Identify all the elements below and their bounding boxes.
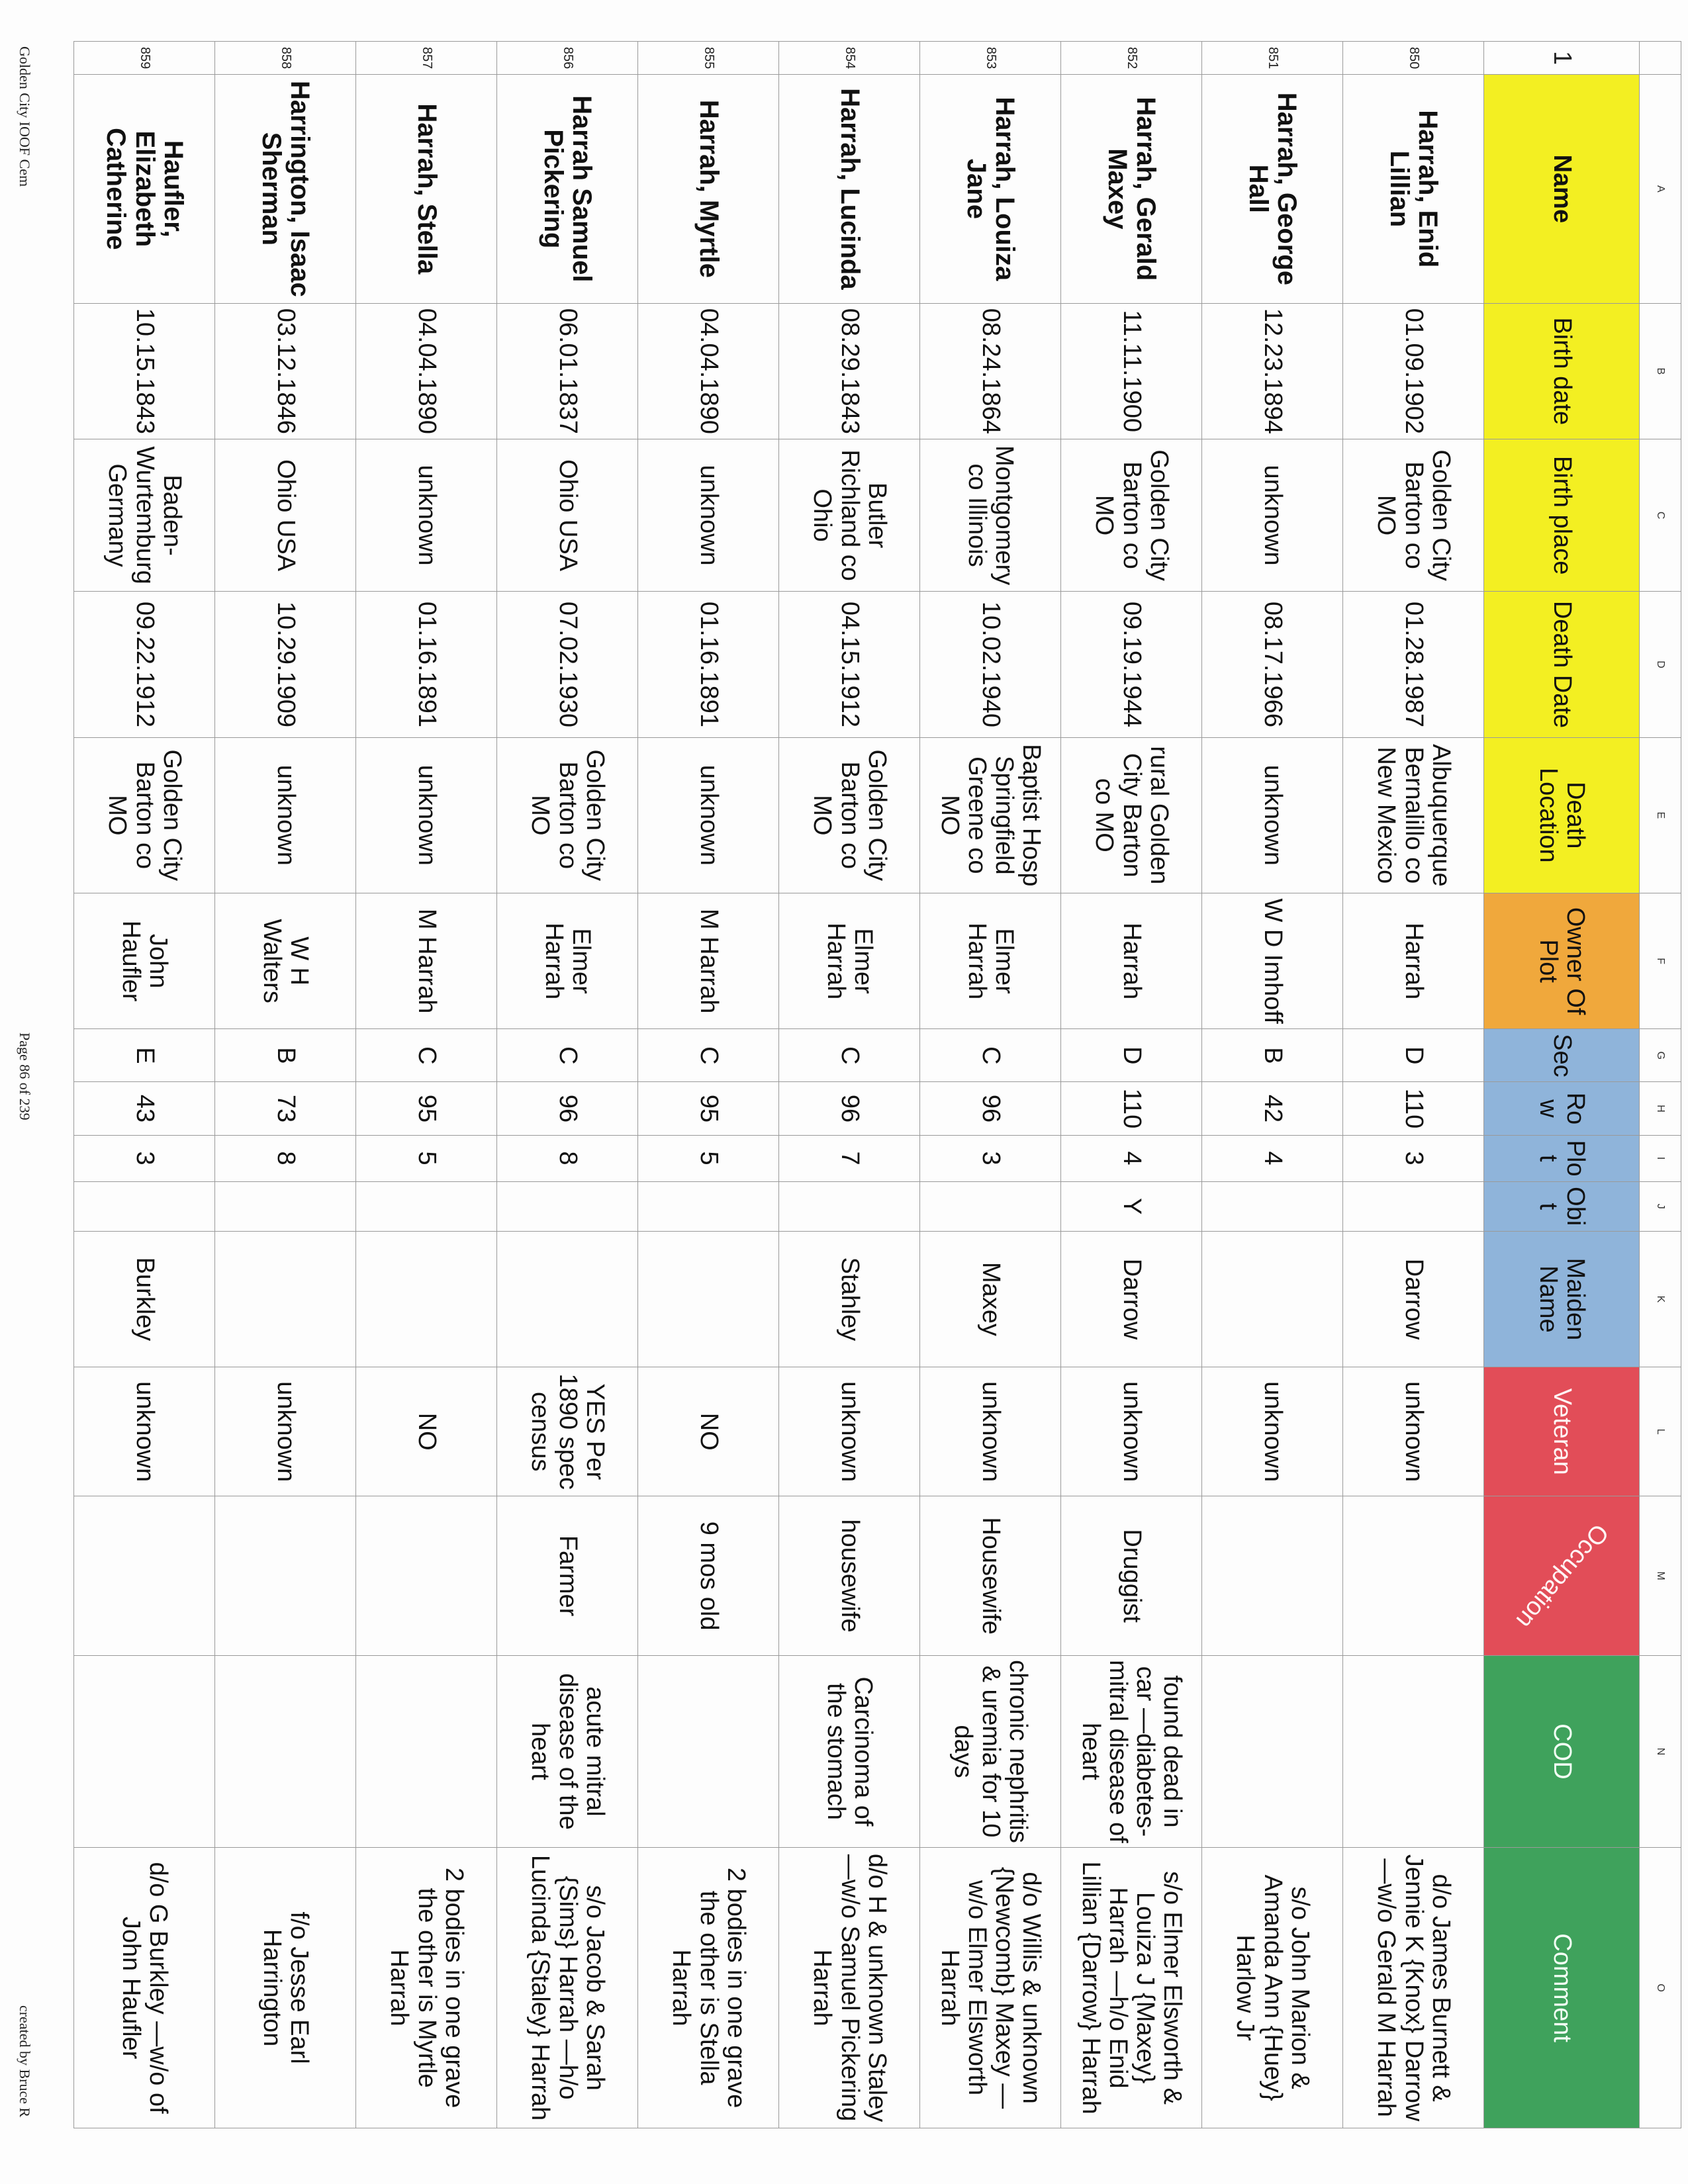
header-plot: Plot bbox=[1484, 1135, 1640, 1181]
birth-date-cell: 10.15.1843 bbox=[74, 303, 215, 439]
name-cell: Harrington, Isaac Sherman bbox=[215, 75, 356, 304]
owner-of-plot-cell: W D Imhoff bbox=[1202, 893, 1343, 1029]
maiden-name-cell: Darrow bbox=[1343, 1231, 1484, 1367]
cod-cell bbox=[74, 1655, 215, 1847]
maiden-name-cell: Maxey bbox=[920, 1231, 1061, 1367]
column-letter: J bbox=[1640, 1181, 1681, 1231]
name-cell: Harrah, Stella bbox=[356, 75, 497, 304]
plot-cell: 3 bbox=[920, 1135, 1061, 1181]
plot-cell: 8 bbox=[215, 1135, 356, 1181]
cod-cell bbox=[1202, 1655, 1343, 1847]
row-number: 1 bbox=[1484, 42, 1640, 75]
name-cell: Harrah, Lucinda bbox=[779, 75, 920, 304]
column-letter: H bbox=[1640, 1082, 1681, 1135]
comment-cell: d/o G Burkley —w/o of John Haufler bbox=[74, 1848, 215, 2128]
cod-cell bbox=[638, 1655, 779, 1847]
table-row bbox=[1343, 42, 1484, 2128]
header-cod: COD bbox=[1484, 1655, 1640, 1847]
comment-cell: s/o Jacob & Sarah {Sims} Harrah —h/o Lucinda {Staley} Harrah bbox=[497, 1848, 638, 2128]
row-number: 853 bbox=[920, 42, 1061, 75]
maiden-name-cell bbox=[356, 1231, 497, 1367]
veteran-cell: NO bbox=[638, 1367, 779, 1496]
name-cell: Harrah, Louiza Jane bbox=[920, 75, 1061, 304]
name-cell: Harrah, Enid Lillian bbox=[1343, 75, 1484, 304]
header-name: Name bbox=[1484, 75, 1640, 304]
obit-cell bbox=[1202, 1181, 1343, 1231]
birth-date-cell: 11.11.1900 bbox=[1061, 303, 1202, 439]
sec-cell: D bbox=[1343, 1029, 1484, 1082]
plot-cell: 5 bbox=[356, 1135, 497, 1181]
cemetery-records-table bbox=[73, 41, 1681, 2128]
table-row bbox=[215, 42, 356, 2128]
header-veteran: Veteran bbox=[1484, 1367, 1640, 1496]
death-date-cell: 09.19.1944 bbox=[1061, 592, 1202, 737]
sec-cell: B bbox=[215, 1029, 356, 1082]
birth-place-cell: Ohio USA bbox=[215, 439, 356, 591]
veteran-cell: NO bbox=[356, 1367, 497, 1496]
cod-cell: found dead in car —diabetes-mitral disease of heart bbox=[1061, 1655, 1202, 1847]
birth-date-cell: 01.09.1902 bbox=[1343, 303, 1484, 439]
column-letter-row bbox=[1640, 42, 1681, 2128]
corner-cell bbox=[1640, 42, 1681, 75]
maiden-name-cell: Darrow bbox=[1061, 1231, 1202, 1367]
plot-cell: 3 bbox=[74, 1135, 215, 1181]
column-letter: F bbox=[1640, 893, 1681, 1029]
birth-place-cell: unknown bbox=[638, 439, 779, 591]
obit-cell bbox=[74, 1181, 215, 1231]
header-sec: Sec bbox=[1484, 1029, 1640, 1082]
birth-place-cell: Golden City Barton co MO bbox=[1061, 439, 1202, 591]
veteran-cell: unknown bbox=[1202, 1367, 1343, 1496]
birth-date-cell: 08.24.1864 bbox=[920, 303, 1061, 439]
plot-cell: 8 bbox=[497, 1135, 638, 1181]
header-birth-date: Birth date bbox=[1484, 303, 1640, 439]
obit-cell bbox=[215, 1181, 356, 1231]
header-comment: Comment bbox=[1484, 1848, 1640, 2128]
maiden-name-cell: Burkley bbox=[74, 1231, 215, 1367]
row-number: 856 bbox=[497, 42, 638, 75]
occupation-cell bbox=[215, 1496, 356, 1655]
owner-of-plot-cell: Elmer Harrah bbox=[497, 893, 638, 1029]
row-cell: 43 bbox=[74, 1082, 215, 1135]
plot-cell: 4 bbox=[1202, 1135, 1343, 1181]
name-cell: Harrah, Gerald Maxey bbox=[1061, 75, 1202, 304]
birth-date-cell: 08.29.1843 bbox=[779, 303, 920, 439]
death-date-cell: 09.22.1912 bbox=[74, 592, 215, 737]
row-cell: 96 bbox=[779, 1082, 920, 1135]
row-number: 855 bbox=[638, 42, 779, 75]
owner-of-plot-cell: M Harrah bbox=[356, 893, 497, 1029]
cod-cell: Carcinoma of the stomach bbox=[779, 1655, 920, 1847]
birth-date-cell: 12.23.1894 bbox=[1202, 303, 1343, 439]
owner-of-plot-cell: John Haufler bbox=[74, 893, 215, 1029]
obit-cell bbox=[920, 1181, 1061, 1231]
header-death-date: Death Date bbox=[1484, 592, 1640, 737]
header-birth-place: Birth place bbox=[1484, 439, 1640, 591]
cod-cell bbox=[356, 1655, 497, 1847]
header-owner-of-plot: Owner Of Plot bbox=[1484, 893, 1640, 1029]
sec-cell: E bbox=[74, 1029, 215, 1082]
table-row bbox=[356, 42, 497, 2128]
column-letter: M bbox=[1640, 1496, 1681, 1655]
sec-cell: C bbox=[920, 1029, 1061, 1082]
comment-cell: 2 bodies in one grave the other is Stella Harrah bbox=[638, 1848, 779, 2128]
occupation-cell: 9 mos old bbox=[638, 1496, 779, 1655]
column-letter: E bbox=[1640, 737, 1681, 893]
row-cell: 96 bbox=[920, 1082, 1061, 1135]
death-date-cell: 01.16.1891 bbox=[638, 592, 779, 737]
death-location-cell: Albuquerque Bernalillo co New Mexico bbox=[1343, 737, 1484, 893]
occupation-cell bbox=[1343, 1496, 1484, 1655]
row-cell: 110 bbox=[1343, 1082, 1484, 1135]
table-row bbox=[1061, 42, 1202, 2128]
obit-cell: Y bbox=[1061, 1181, 1202, 1231]
name-cell: Haufler, Elizabeth Catherine bbox=[74, 75, 215, 304]
row-number: 858 bbox=[215, 42, 356, 75]
maiden-name-cell bbox=[1202, 1231, 1343, 1367]
column-letter: D bbox=[1640, 592, 1681, 737]
birth-place-cell: unknown bbox=[1202, 439, 1343, 591]
death-date-cell: 10.29.1909 bbox=[215, 592, 356, 737]
obit-cell bbox=[497, 1181, 638, 1231]
sec-cell: C bbox=[356, 1029, 497, 1082]
sec-cell: B bbox=[1202, 1029, 1343, 1082]
death-date-cell: 01.28.1987 bbox=[1343, 592, 1484, 737]
comment-cell: d/o H & unknown Staley —w/o Samuel Pickering Harrah bbox=[779, 1848, 920, 2128]
row-number: 851 bbox=[1202, 42, 1343, 75]
veteran-cell: unknown bbox=[74, 1367, 215, 1496]
birth-place-cell: Baden-Wurtemburg Germany bbox=[74, 439, 215, 591]
occupation-cell: Housewife bbox=[920, 1496, 1061, 1655]
row-number: 859 bbox=[74, 42, 215, 75]
table-row bbox=[1202, 42, 1343, 2128]
birth-date-cell: 04.04.1890 bbox=[638, 303, 779, 439]
header-maiden-name: Maiden Name bbox=[1484, 1231, 1640, 1367]
death-location-cell: Golden City Barton co MO bbox=[779, 737, 920, 893]
owner-of-plot-cell: W H Walters bbox=[215, 893, 356, 1029]
header-row: Row bbox=[1484, 1082, 1640, 1135]
birth-place-cell: Ohio USA bbox=[497, 439, 638, 591]
obit-cell bbox=[356, 1181, 497, 1231]
maiden-name-cell bbox=[638, 1231, 779, 1367]
sec-cell: C bbox=[497, 1029, 638, 1082]
maiden-name-cell: Stahley bbox=[779, 1231, 920, 1367]
occupation-cell: Druggist bbox=[1061, 1496, 1202, 1655]
row-number: 857 bbox=[356, 42, 497, 75]
maiden-name-cell bbox=[215, 1231, 356, 1367]
birth-place-cell: Butler Richland co Ohio bbox=[779, 439, 920, 591]
owner-of-plot-cell: M Harrah bbox=[638, 893, 779, 1029]
column-letter: A bbox=[1640, 75, 1681, 304]
row-cell: 95 bbox=[356, 1082, 497, 1135]
birth-date-cell: 04.04.1890 bbox=[356, 303, 497, 439]
header-obit: Obit bbox=[1484, 1181, 1640, 1231]
comment-cell: d/o James Burnett & Jennie K {Knox} Darrow —w/o Gerald M Harrah bbox=[1343, 1848, 1484, 2128]
column-letter: K bbox=[1640, 1231, 1681, 1367]
cod-cell: acute mitral disease of the heart bbox=[497, 1655, 638, 1847]
column-letter: I bbox=[1640, 1135, 1681, 1181]
death-location-cell: unknown bbox=[215, 737, 356, 893]
cod-cell bbox=[215, 1655, 356, 1847]
header-row bbox=[1484, 42, 1640, 2128]
death-date-cell: 01.16.1891 bbox=[356, 592, 497, 737]
sec-cell: C bbox=[638, 1029, 779, 1082]
row-cell: 96 bbox=[497, 1082, 638, 1135]
veteran-cell: YES Per 1890 spec census bbox=[497, 1367, 638, 1496]
footer-left: Golden City IOOF Cem bbox=[17, 46, 33, 187]
table-row bbox=[779, 42, 920, 2128]
veteran-cell: unknown bbox=[1343, 1367, 1484, 1496]
death-date-cell: 08.17.1966 bbox=[1202, 592, 1343, 737]
cod-cell bbox=[1343, 1655, 1484, 1847]
occupation-cell bbox=[74, 1496, 215, 1655]
row-cell: 95 bbox=[638, 1082, 779, 1135]
occupation-cell: housewife bbox=[779, 1496, 920, 1655]
death-location-cell: rural Golden City Barton co MO bbox=[1061, 737, 1202, 893]
row-number: 854 bbox=[779, 42, 920, 75]
row-cell: 42 bbox=[1202, 1082, 1343, 1135]
birth-date-cell: 03.12.1846 bbox=[215, 303, 356, 439]
obit-cell bbox=[1343, 1181, 1484, 1231]
death-location-cell: Baptist Hosp Springfield Greene co MO bbox=[920, 737, 1061, 893]
name-cell: Harrah, Myrtle bbox=[638, 75, 779, 304]
row-cell: 110 bbox=[1061, 1082, 1202, 1135]
death-location-cell: unknown bbox=[638, 737, 779, 893]
table-row bbox=[74, 42, 215, 2128]
death-date-cell: 10.02.1940 bbox=[920, 592, 1061, 737]
column-letter: C bbox=[1640, 439, 1681, 591]
veteran-cell: unknown bbox=[215, 1367, 356, 1496]
plot-cell: 5 bbox=[638, 1135, 779, 1181]
death-location-cell: unknown bbox=[1202, 737, 1343, 893]
occupation-cell bbox=[1202, 1496, 1343, 1655]
column-letter: G bbox=[1640, 1029, 1681, 1082]
occupation-cell: Farmer bbox=[497, 1496, 638, 1655]
comment-cell: s/o John Marion & Amanda Ann {Huey} Harlow Jr bbox=[1202, 1848, 1343, 2128]
plot-cell: 7 bbox=[779, 1135, 920, 1181]
column-letter: O bbox=[1640, 1848, 1681, 2128]
comment-cell: 2 bodies in one grave the other is Myrtle Harrah bbox=[356, 1848, 497, 2128]
name-cell: Harrah, George Hall bbox=[1202, 75, 1343, 304]
row-number: 852 bbox=[1061, 42, 1202, 75]
veteran-cell: unknown bbox=[920, 1367, 1061, 1496]
table-row bbox=[638, 42, 779, 2128]
comment-cell: f/o Jesse Earl Harrington bbox=[215, 1848, 356, 2128]
header-occupation bbox=[1484, 1496, 1640, 1655]
veteran-cell: unknown bbox=[779, 1367, 920, 1496]
footer-center: Page 86 of 239 bbox=[17, 1032, 33, 1120]
occupation-cell bbox=[356, 1496, 497, 1655]
table-row bbox=[497, 42, 638, 2128]
header-death-location: Death Location bbox=[1484, 737, 1640, 893]
death-location-cell: unknown bbox=[356, 737, 497, 893]
death-date-cell: 04.15.1912 bbox=[779, 592, 920, 737]
sec-cell: D bbox=[1061, 1029, 1202, 1082]
column-letter: N bbox=[1640, 1655, 1681, 1847]
comment-cell: d/o Willis & unknown {Newcomb} Maxey —w/o Elmer Elsworth Harrah bbox=[920, 1848, 1061, 2128]
footer-right: created by Bruce R bbox=[17, 2005, 33, 2118]
owner-of-plot-cell: Harrah bbox=[1061, 893, 1202, 1029]
birth-place-cell: Montgomery co Illinois bbox=[920, 439, 1061, 591]
row-cell: 73 bbox=[215, 1082, 356, 1135]
comment-cell: s/o Elmer Elsworth & Louiza J {Maxey} Harrah —h/o Enid Lillian {Darrow} Harrah bbox=[1061, 1848, 1202, 2128]
death-location-cell: Golden City Barton co MO bbox=[74, 737, 215, 893]
veteran-cell: unknown bbox=[1061, 1367, 1202, 1496]
owner-of-plot-cell: Harrah bbox=[1343, 893, 1484, 1029]
name-cell: Harrah Samuel Pickering bbox=[497, 75, 638, 304]
table-row bbox=[920, 42, 1061, 2128]
owner-of-plot-cell: Elmer Harrah bbox=[920, 893, 1061, 1029]
maiden-name-cell bbox=[497, 1231, 638, 1367]
obit-cell bbox=[779, 1181, 920, 1231]
obit-cell bbox=[638, 1181, 779, 1231]
plot-cell: 4 bbox=[1061, 1135, 1202, 1181]
death-date-cell: 07.02.1930 bbox=[497, 592, 638, 737]
death-location-cell: Golden City Barton co MO bbox=[497, 737, 638, 893]
owner-of-plot-cell: Elmer Harrah bbox=[779, 893, 920, 1029]
birth-date-cell: 06.01.1837 bbox=[497, 303, 638, 439]
row-number: 850 bbox=[1343, 42, 1484, 75]
birth-place-cell: unknown bbox=[356, 439, 497, 591]
sec-cell: C bbox=[779, 1029, 920, 1082]
birth-place-cell: Golden City Barton co MO bbox=[1343, 439, 1484, 591]
column-letter: B bbox=[1640, 303, 1681, 439]
header-occupation-label: Occupation bbox=[1510, 1518, 1614, 1634]
cod-cell: chronic nephritis & uremia for 10 days bbox=[920, 1655, 1061, 1847]
column-letter: L bbox=[1640, 1367, 1681, 1496]
plot-cell: 3 bbox=[1343, 1135, 1484, 1181]
